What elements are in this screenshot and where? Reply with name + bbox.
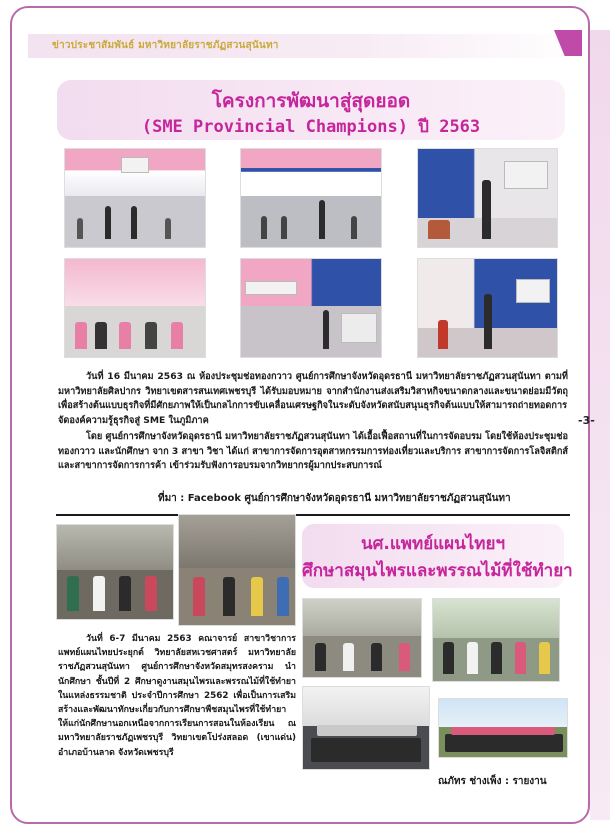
photo-herb-study-1 [56,524,174,620]
photo-seminar-1 [64,148,206,248]
article1-paragraph2: โดย ศูนย์การศึกษาจังหวัดอุดรธานี มหาวิทยาลัยราชภัฏสวนสุนันทา ได้เอื้อเฟื้อสถานที่ในการจัดอบรม โดยใช้ห้องประชุมช่อทองกวาว และนักศึกษา จาก 3 สาขา วิชา ได้แก่ สาขาการจัดการอุตสาหกรรมการท่องเที่ยวและบริการ สาขาการจัดการโลจิสติกส์ และสาขาการจัดการการค้า เข้าร่วมรับฟังการอบรมจากวิทยากรผู้มากประสบการณ์ [58,431,568,471]
header-text: ข่าวประชาสัมพันธ์ มหาวิทยาลัยราชภัฏสวนสุนันทา [52,40,279,51]
article-divider [56,514,570,516]
article2-reporter: ณภัทร ช่างเพ็ง : รายงาน [438,776,547,787]
photo-herb-study-3 [302,598,422,678]
article1-paragraph1: วันที่ 16 มีนาคม 2563 ณ ห้องประชุมช่อทองกวาว ศูนย์การศึกษาจังหวัดอุดรธานี มหาวิทยาลัยราชภัฏสวนสุนันทา ตามที่ มหาวิทยาลัยศิลปากร วิทยาเขตสารสนเทศเพชรบุรี ได้รับมอบหมาย จากสำนักงานส่งเสริมวิสาหกิจขนาดกลางและขนาดย่อมมีวัตถุเพื่อสร้างต้นแบบธุรกิจที่มีศักยภาพให้เป็นกลไกการขับเคลื่อนเศรษฐกิจในระดับจังหวัดสนับสนุนธุรกิจต้นแบบให้สามารถถ่ายทอดการจัดองค์ความรู้ธุรกิจสู่ SME ในภูมิภาค [58,371,568,426]
photo-students-1 [64,258,206,358]
photo-speaker-1 [417,148,558,248]
article1-source: ที่มา : Facebook ศูนย์การศึกษาจังหวัดอุดรธานี มหาวิทยาลัยราชภัฏสวนสุนันทา [158,493,511,504]
article2-title-line2: ศึกษาสมุนไพรและพรรณไม้ที่ใช้ทำยา [302,561,573,581]
article1-title-line1: โครงการพัฒนาสู่สุดยอด [211,90,411,112]
article1-title-line2: (SME Provincial Champions) ปี 2563 [141,117,481,137]
article1-title-banner [57,80,565,140]
article2-title-line1: นศ.แพทย์แผนไทยฯ [360,534,505,554]
photo-seminar-3 [240,258,382,358]
photo-group-2 [438,698,568,758]
photo-speaker-2 [417,258,558,358]
photo-group-1 [302,686,430,770]
page-number: -3- [578,414,595,427]
photo-seminar-2 [240,148,382,248]
photo-herb-study-4 [432,598,560,682]
photo-herb-study-2 [178,514,296,626]
article2-paragraph: วันที่ 6-7 มีนาคม 2563 คณาจารย์ สาขาวิชาการแพทย์แผนไทยประยุกต์ วิทยาลัยสหเวชศาสตร์ มหาวิทยาลัยราชภัฏสวนสุนันทา ศูนย์การศึกษาจังหวัดสมุทรสงคราม นำนักศึกษา ชั้นปีที่ 2 ศึกษาดูงานสมุนไพรและพรรณไม้ที่ใช้ทำยาในแหล่งธรรมชาติ ประจำปีการศึกษา 2562 เพื่อเป็นการเสริมสร้างและพัฒนาทักษะเกี่ยวกับการศึกษาพืชสมุนไพรที่ใช้ทำยาให้แก่นักศึกษานอกเหนือจากการเรียนการสอนในห้องเรียน ณ มหาวิทยาลัยราชภัฏเพชรบุรี วิทยาเขตโปร่งสลอด (เขาแด่น) อำเภอบ้านลาด จังหวัดเพชรบุรี [58,634,296,758]
article2-title-banner [302,524,573,588]
